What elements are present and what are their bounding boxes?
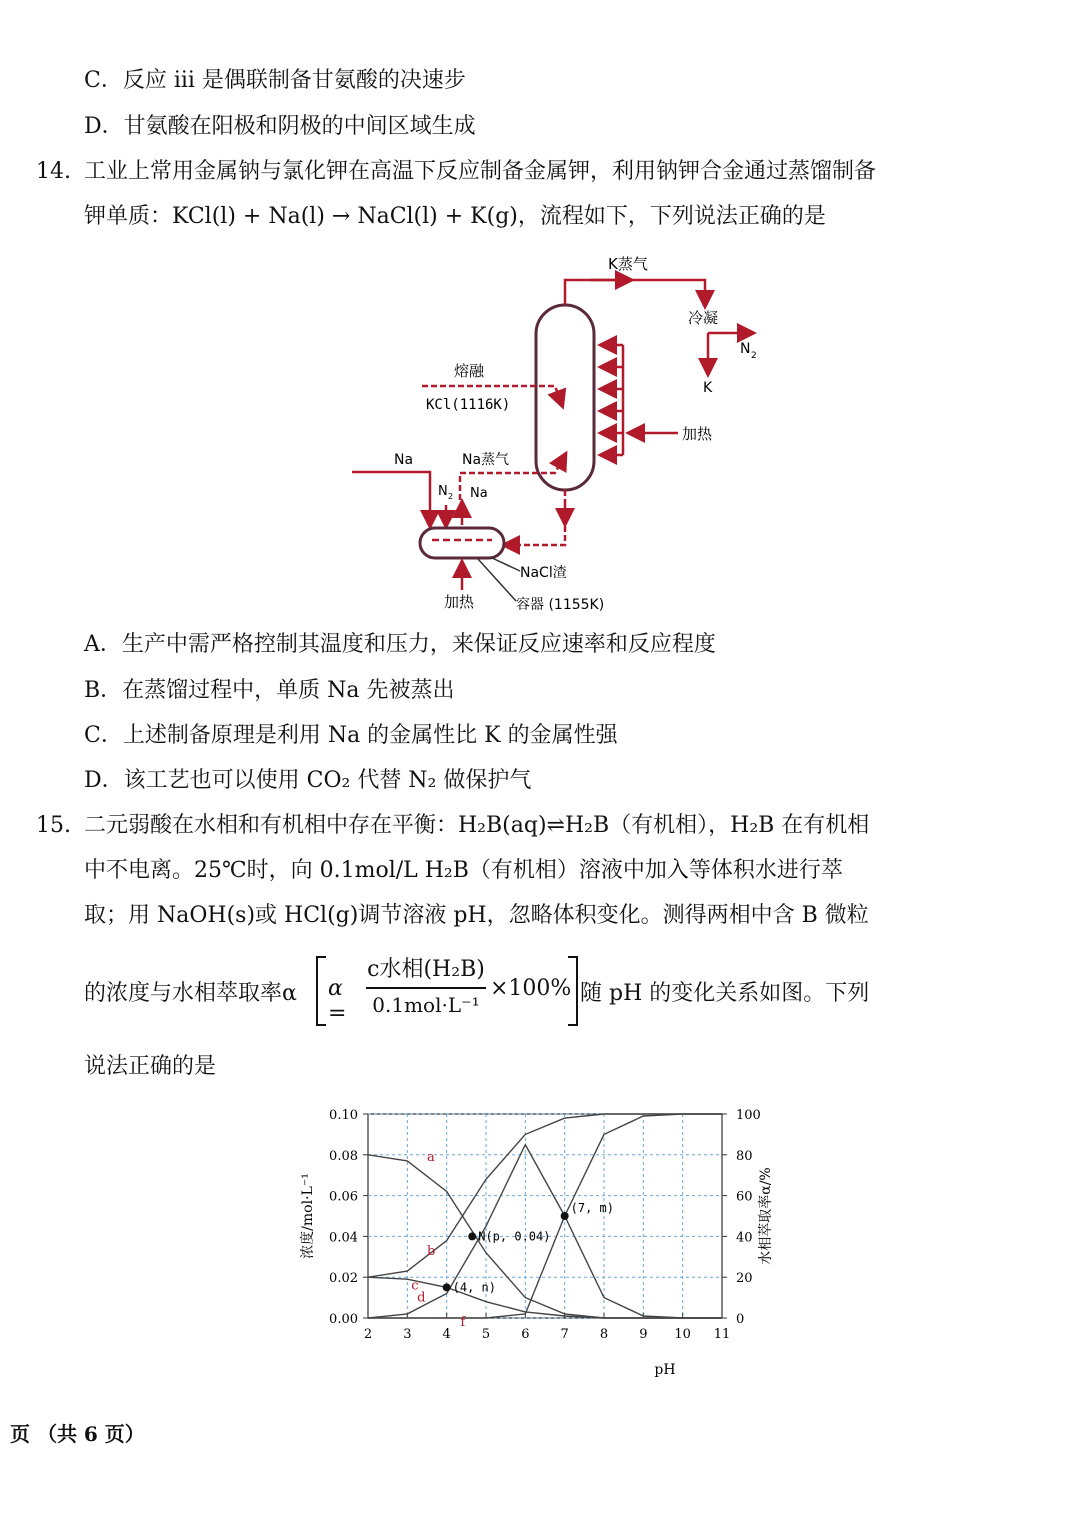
y-right-tick-label: 20 xyxy=(736,1271,753,1287)
q13-option-d: D．甘氨酸在阳极和阴极的中间区域生成 xyxy=(84,114,476,139)
y-left-tick-label: 0.02 xyxy=(329,1271,358,1287)
x-tick-label: 2 xyxy=(363,1327,373,1342)
x-tick-label: 5 xyxy=(481,1327,491,1342)
kcl-label: KCl(1116K) xyxy=(426,397,511,413)
q15-stem-line1: 二元弱酸在水相和有机相中存在平衡：H₂B(aq)⇌H₂B（有机相），H₂B 在有机相 xyxy=(84,813,870,838)
n2-output-label: N xyxy=(740,341,751,357)
x-tick-label: 3 xyxy=(403,1327,412,1342)
y-left-tick-label: 0.00 xyxy=(329,1312,358,1327)
formula-times: ×100% xyxy=(490,976,572,1001)
q13-option-c: C．反应 iii 是偶联制备甘氨酸的决速步 xyxy=(84,68,466,93)
distillation-column xyxy=(536,305,594,490)
formula-numerator: c水相(H₂B) xyxy=(366,950,486,989)
plot-frame xyxy=(368,1114,722,1318)
heat-right-label: 加热 xyxy=(682,425,713,443)
reaction-vessel xyxy=(420,528,504,558)
formula-bracket-right xyxy=(568,956,578,1026)
point-label: (4, n) xyxy=(452,1280,497,1295)
x-tick-label: 11 xyxy=(713,1327,731,1342)
distillation-flow-diagram xyxy=(340,245,760,620)
formula-alpha: α = xyxy=(328,976,347,1026)
formula-suffix: 随 pH 的变化关系如图。下列 xyxy=(580,981,870,1006)
marked-point xyxy=(561,1212,569,1220)
n2-output-sub: 2 xyxy=(751,351,757,361)
q14-option-d: D．该工艺也可以使用 CO₂ 代替 N₂ 做保护气 xyxy=(84,768,532,793)
q14-option-a: A．生产中需严格控制其温度和压力，来保证反应速率和反应程度 xyxy=(84,632,716,657)
condense-label: 冷凝 xyxy=(688,309,719,327)
marked-point xyxy=(468,1232,476,1240)
y-right-axis-label: 水相萃取率α/% xyxy=(758,1167,774,1265)
series-label-f: f xyxy=(460,1315,466,1331)
q15-stem-last: 说法正确的是 xyxy=(84,1054,217,1079)
series-label-a: a xyxy=(427,1149,435,1165)
y-right-tick-label: 80 xyxy=(736,1148,753,1164)
x-tick-label: 8 xyxy=(599,1327,609,1342)
formula-denominator: 0.1mol·L⁻¹ xyxy=(372,993,480,1017)
y-right-tick-label: 100 xyxy=(736,1108,761,1123)
molten-label: 熔融 xyxy=(454,362,485,380)
y-right-tick-label: 60 xyxy=(736,1189,753,1205)
y-left-tick-label: 0.08 xyxy=(329,1148,358,1164)
vessel-label: 容器 (1155K) xyxy=(516,597,605,613)
q14-stem-line2: 钾单质：KCl(l) + Na(l) → NaCl(l) + K(g)，流程如下，下列说法正确的是 xyxy=(84,204,826,229)
y-left-tick-label: 0.06 xyxy=(329,1189,358,1205)
y-left-axis-label: 浓度/mol·L⁻¹ xyxy=(300,1173,316,1259)
n2-input-label: N xyxy=(438,484,448,499)
formula-bracket-left xyxy=(316,956,326,1026)
point-label: N(p, 0.04) xyxy=(478,1229,551,1244)
y-left-tick-label: 0.10 xyxy=(329,1108,358,1123)
x-axis-label: pH xyxy=(654,1362,676,1378)
marked-point xyxy=(443,1283,451,1291)
heat-bottom-label: 加热 xyxy=(444,593,475,611)
x-tick-label: 10 xyxy=(674,1327,691,1342)
series-label-d: d xyxy=(417,1290,426,1306)
x-tick-label: 6 xyxy=(521,1327,530,1342)
q14-number: 14. xyxy=(36,159,71,184)
y-left-tick-label: 0.04 xyxy=(329,1230,358,1246)
n2-input-sub: 2 xyxy=(448,492,454,501)
x-tick-label: 7 xyxy=(560,1327,569,1342)
k-output-label: K xyxy=(703,380,713,396)
y-right-tick-label: 40 xyxy=(736,1230,753,1246)
q14-option-b: B．在蒸馏过程中，单质 Na 先被蒸出 xyxy=(84,678,455,703)
k-vapor-label: K蒸气 xyxy=(608,255,648,273)
na-vapor-label: Na蒸气 xyxy=(462,452,510,468)
x-tick-label: 4 xyxy=(442,1327,451,1342)
na-up-label: Na xyxy=(470,486,488,501)
q15-stem-line2: 中不电离。25℃时，向 0.1mol/L H₂B（有机相）溶液中加入等体积水进行萃 xyxy=(84,858,843,883)
nacl-residue-label: NaCl渣 xyxy=(520,565,567,581)
formula-prefix: 的浓度与水相萃取率α xyxy=(84,981,297,1006)
x-tick-label: 9 xyxy=(639,1327,648,1342)
series-label-c: c xyxy=(411,1278,419,1294)
q14-option-c: C．上述制备原理是利用 Na 的金属性比 K 的金属性强 xyxy=(84,723,618,748)
series-label-b: b xyxy=(427,1243,436,1259)
na-input-label: Na xyxy=(394,452,414,468)
extraction-chart xyxy=(290,1090,790,1400)
point-label: (7, m) xyxy=(570,1201,615,1215)
q15-stem-line3: 取；用 NaOH(s)或 HCl(g)调节溶液 pH，忽略体积变化。测得两相中含 B 微粒 xyxy=(84,903,869,928)
q15-number: 15. xyxy=(36,813,71,838)
y-right-tick-label: 0 xyxy=(736,1312,745,1327)
page-footer: 页 （共 6 页） xyxy=(10,1422,145,1446)
formula-fraction xyxy=(366,950,486,1017)
q14-stem-line1: 工业上常用金属钠与氯化钾在高温下反应制备金属钾，利用钠钾合金通过蒸馏制备 xyxy=(84,159,877,184)
